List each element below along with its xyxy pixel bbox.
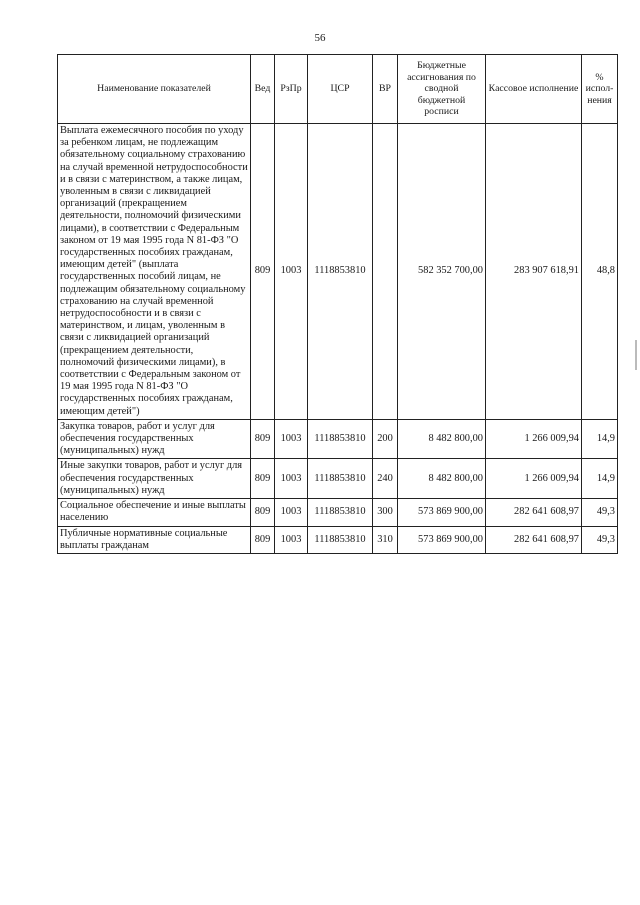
- row-assignments: 573 869 900,00: [398, 499, 486, 526]
- row-ved: 809: [251, 124, 275, 420]
- row-rzpr: 1003: [275, 419, 308, 459]
- row-assignments: 573 869 900,00: [398, 526, 486, 553]
- row-cash-execution: 1 266 009,94: [486, 459, 582, 499]
- header-name: Наименование показателей: [58, 55, 251, 124]
- row-rzpr: 1003: [275, 526, 308, 553]
- row-name: Закупка товаров, работ и услуг для обеспечения государственных (муниципальных) нужд: [58, 419, 251, 459]
- row-cash-execution: 282 641 608,97: [486, 526, 582, 553]
- row-vr: 310: [373, 526, 398, 553]
- row-ved: 809: [251, 526, 275, 553]
- row-csr: 1118853810: [308, 419, 373, 459]
- row-percent: 49,3: [582, 499, 618, 526]
- row-rzpr: 1003: [275, 459, 308, 499]
- row-cash-execution: 283 907 618,91: [486, 124, 582, 420]
- page-number: 56: [314, 32, 326, 44]
- scan-edge-mark: [635, 340, 637, 370]
- table-row: [58, 526, 618, 553]
- row-cash-execution: 282 641 608,97: [486, 499, 582, 526]
- row-percent: 14,9: [582, 459, 618, 499]
- row-name: Иные закупки товаров, работ и услуг для обеспечения государственных (муниципальных) нужд: [58, 459, 251, 499]
- header-csr: ЦСР: [308, 55, 373, 124]
- row-vr: 200: [373, 419, 398, 459]
- row-ved: 809: [251, 499, 275, 526]
- row-ved: 809: [251, 459, 275, 499]
- row-csr: 1118853810: [308, 459, 373, 499]
- row-assignments: 8 482 800,00: [398, 419, 486, 459]
- row-csr: 1118853810: [308, 499, 373, 526]
- header-rzpr: РзПр: [275, 55, 308, 124]
- row-vr: 300: [373, 499, 398, 526]
- row-name: Публичные нормативные социальные выплаты гражданам: [58, 526, 251, 553]
- header-vr: ВР: [373, 55, 398, 124]
- row-name: Выплата ежемесячного пособия по уходу за ребенком лицам, не подлежащим обязательному социальному страхованию на случай временной нетрудоспособности и в связи с материнством, а также лицам, уволенным в связи с ликвидацией организаций (прекращением деятельности, полномочий физическими лицами), в соответствии с Федеральным законом от 19 мая 1995 года N 81-ФЗ "О государственных пособиях гражданам, имеющим детей" (выплата государственных пособий лицам, не подлежащим обязательному социальному страхованию на случай временной нетрудоспособности и в связи с материнством, и лицам, уволенным в связи с ликвидацией организаций (прекращением деятельности, полномочий физическими лицами), в соответствии с Федеральным законом от 19 мая 1995 года N 81-ФЗ "О государственных пособиях гражданам, имеющим детей"): [58, 124, 251, 420]
- row-percent: 48,8: [582, 124, 618, 420]
- row-percent: 14,9: [582, 419, 618, 459]
- table-row: [58, 459, 618, 499]
- row-csr: 1118853810: [308, 526, 373, 553]
- row-assignments: 582 352 700,00: [398, 124, 486, 420]
- row-vr: [373, 124, 398, 420]
- row-rzpr: 1003: [275, 124, 308, 420]
- budget-execution-table: [57, 54, 618, 554]
- table-row: [58, 419, 618, 459]
- row-csr: 1118853810: [308, 124, 373, 420]
- table-row: [58, 124, 618, 420]
- table-header-row: [58, 55, 618, 124]
- row-vr: 240: [373, 459, 398, 499]
- header-percent: % испол-нения: [582, 55, 618, 124]
- table-row: [58, 499, 618, 526]
- row-name: Социальное обеспечение и иные выплаты населению: [58, 499, 251, 526]
- row-assignments: 8 482 800,00: [398, 459, 486, 499]
- row-ved: 809: [251, 419, 275, 459]
- row-cash-execution: 1 266 009,94: [486, 419, 582, 459]
- row-rzpr: 1003: [275, 499, 308, 526]
- header-assignments: Бюджетные ассигнования по сводной бюджетной росписи: [398, 55, 486, 124]
- header-cash-execution: Кассовое исполнение: [486, 55, 582, 124]
- row-percent: 49,3: [582, 526, 618, 553]
- header-ved: Вед: [251, 55, 275, 124]
